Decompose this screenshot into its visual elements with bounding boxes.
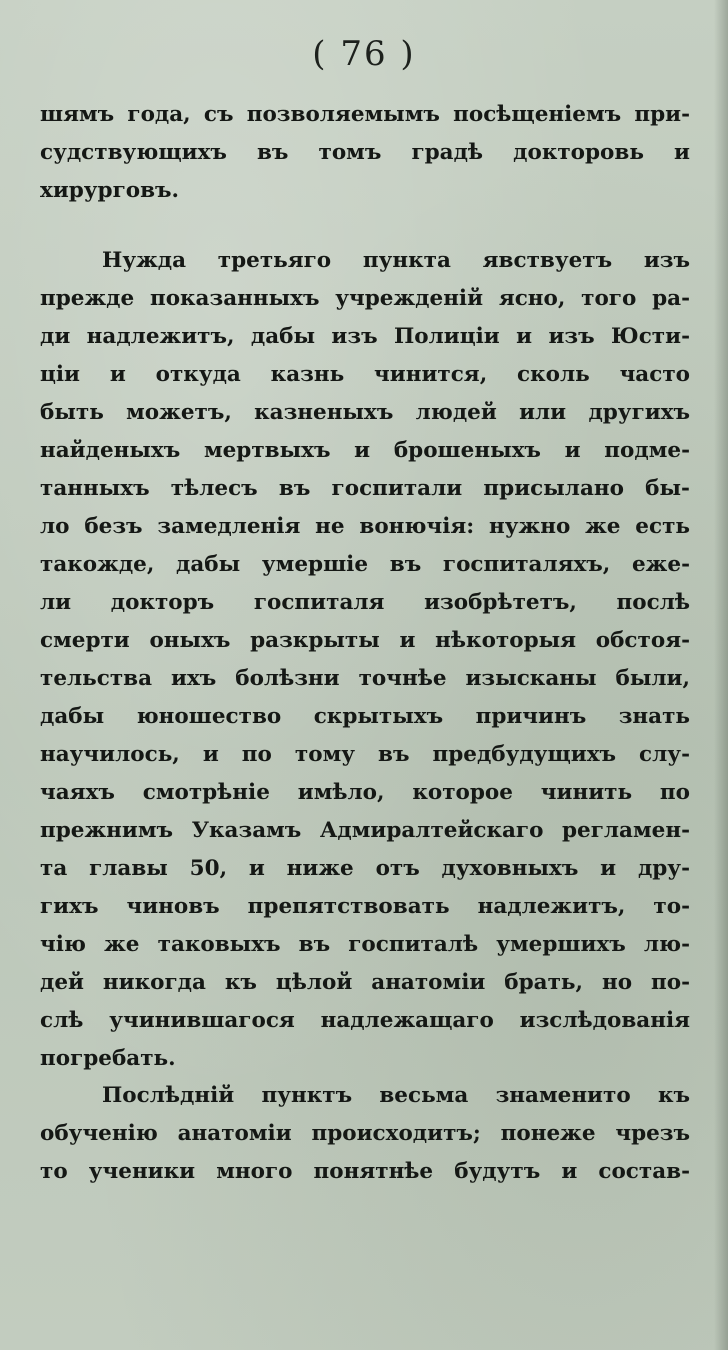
- text-line: погребать.: [40, 1046, 176, 1071]
- text-line: научилось, и по тому въ предбудущихъ слу-: [40, 742, 690, 767]
- text-line: Послѣднiй пунктъ весьма знаменито къ: [102, 1083, 690, 1108]
- text-line: хирурговъ.: [40, 178, 180, 203]
- text-line: обученiю анатомiи происходитъ; понеже чрезъ: [40, 1121, 690, 1146]
- text-line: прежде показанныхъ учрежденiй ясно, того ра-: [40, 286, 690, 311]
- text-line: ли докторъ госпиталя изобрѣтетъ, послѣ: [40, 590, 690, 615]
- paragraph-2: [40, 242, 690, 1078]
- text-line: быть можетъ, казненыхъ людей или другихъ: [40, 400, 690, 425]
- text-line: смерти оныхъ разкрыты и нѣкоторыя обстоя-: [40, 628, 690, 653]
- text-line: шямъ года, съ позволяемымъ посѣщенiемъ при-: [40, 102, 690, 127]
- text-line: ди надлежитъ, дабы изъ Полицiи и изъ Юсти-: [40, 324, 690, 349]
- text-line: Нужда третьяго пункта явствуетъ изъ: [102, 248, 690, 273]
- text-line: дей никогда къ цѣлой анатомiи брать, но по-: [40, 970, 690, 995]
- page-edge-shadow: [714, 0, 728, 1350]
- text-line: такожде, дабы умершiе въ госпиталяхъ, еже-: [40, 552, 690, 577]
- paragraph-1: [40, 96, 690, 210]
- page-number: ( 76 ): [312, 34, 416, 74]
- text-line: найденыхъ мертвыхъ и брошеныхъ и подме-: [40, 438, 690, 463]
- paragraph-3: [40, 1077, 690, 1191]
- text-line: гихъ чиновъ препятствовать надлежитъ, то-: [40, 894, 690, 919]
- text-line: прежнимъ Указамъ Адмиралтейскаго регламен-: [40, 818, 690, 843]
- text-line: судствующихъ въ томъ градѣ докторовь и: [40, 140, 690, 165]
- text-line: чаяхъ смотрѣнiе имѣло, которое чинить по: [40, 780, 690, 805]
- text-line: танныхъ тѣлесъ въ госпитали присылано бы-: [40, 476, 690, 501]
- text-line: слѣ учинившагося надлежащаго изслѣдованiя: [40, 1008, 690, 1033]
- text-line: ло безъ замедленiя не вонючiя: нужно же есть: [40, 514, 690, 539]
- text-line: тельства ихъ болѣзни точнѣе изысканы были,: [40, 666, 690, 691]
- text-line: чiю же таковыхъ въ госпиталѣ умершихъ лю-: [40, 932, 690, 957]
- text-line: то ученики много понятнѣе будутъ и состав-: [40, 1159, 690, 1184]
- text-line: та главы 50, и ниже отъ духовныхъ и дру-: [40, 856, 690, 881]
- text-line: дабы юношество скрытыхъ причинъ знать: [40, 704, 690, 729]
- text-line: цiи и откуда казнь чинится, сколь часто: [40, 362, 690, 387]
